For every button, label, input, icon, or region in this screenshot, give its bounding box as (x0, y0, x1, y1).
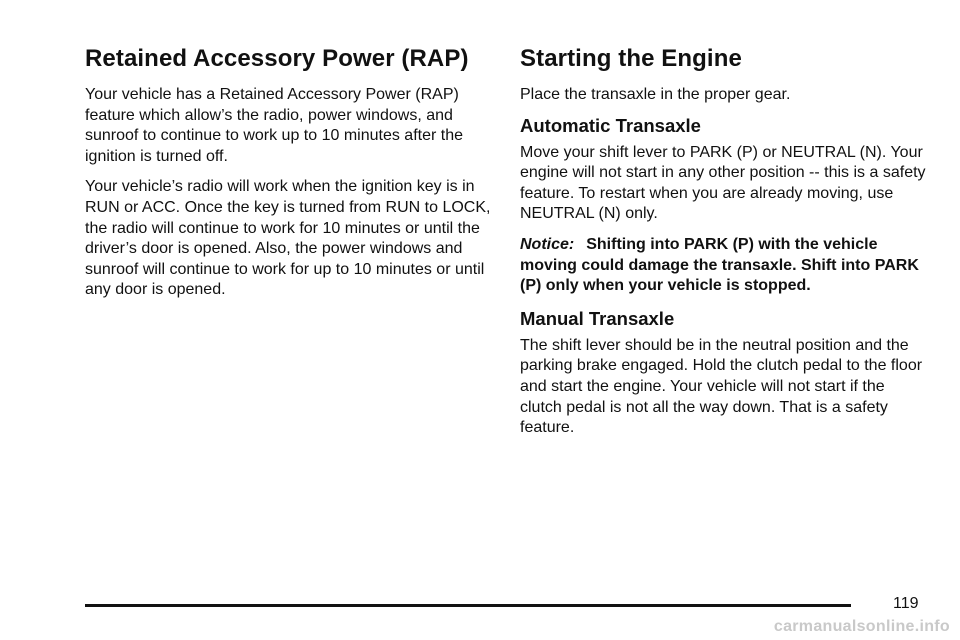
starting-engine-intro: Place the transaxle in the proper gear. (520, 86, 791, 103)
right-column (520, 42, 930, 449)
rap-paragraph-1: Your vehicle has a Retained Accessory Power (RAP) feature which allow’s the radio, power windows, and sunroof to continue to work up to 10 minutes after the ignition is turned off. (85, 86, 463, 165)
starting-engine-heading: Starting the Engine (520, 45, 742, 72)
left-column (85, 42, 495, 311)
footer-rule (85, 604, 851, 607)
notice-text: Shifting into PARK (P) with the vehicle moving could damage the transaxle. Shift into PARK (P) only when your vehicle is stopped. (520, 235, 919, 295)
manual-transaxle-heading: Manual Transaxle (520, 307, 675, 329)
rap-heading: Retained Accessory Power (RAP) (85, 45, 469, 72)
automatic-transaxle-body: Move your shift lever to PARK (P) or NEUTRAL (N). Your engine will not start in any other position -- this is a safety feature. To restart when you are already moving, use NEUTRAL (N) only. (520, 143, 926, 223)
notice-label: Notice: (520, 235, 575, 253)
watermark: carmanualsonline.info (773, 618, 950, 635)
notice-block (520, 235, 930, 297)
page-number: 119 (893, 595, 919, 612)
manual-transaxle-body: The shift lever should be in the neutral position and the parking brake engaged. Hold the clutch pedal to the floor and start the engine. Your vehicle will not start if the clutch pedal is not all the way down. That is a safety feature. (520, 336, 923, 437)
rap-paragraph-2: Your vehicle’s radio will work when the ignition key is in RUN or ACC. Once the key is turned from RUN to LOCK, the radio will continue to work for 10 minutes or until the driver’s door is opened. Also, the power windows and sunroof will continue to work for up to 10 minutes or until any door is opened. (85, 178, 491, 299)
automatic-transaxle-heading: Automatic Transaxle (520, 114, 701, 136)
